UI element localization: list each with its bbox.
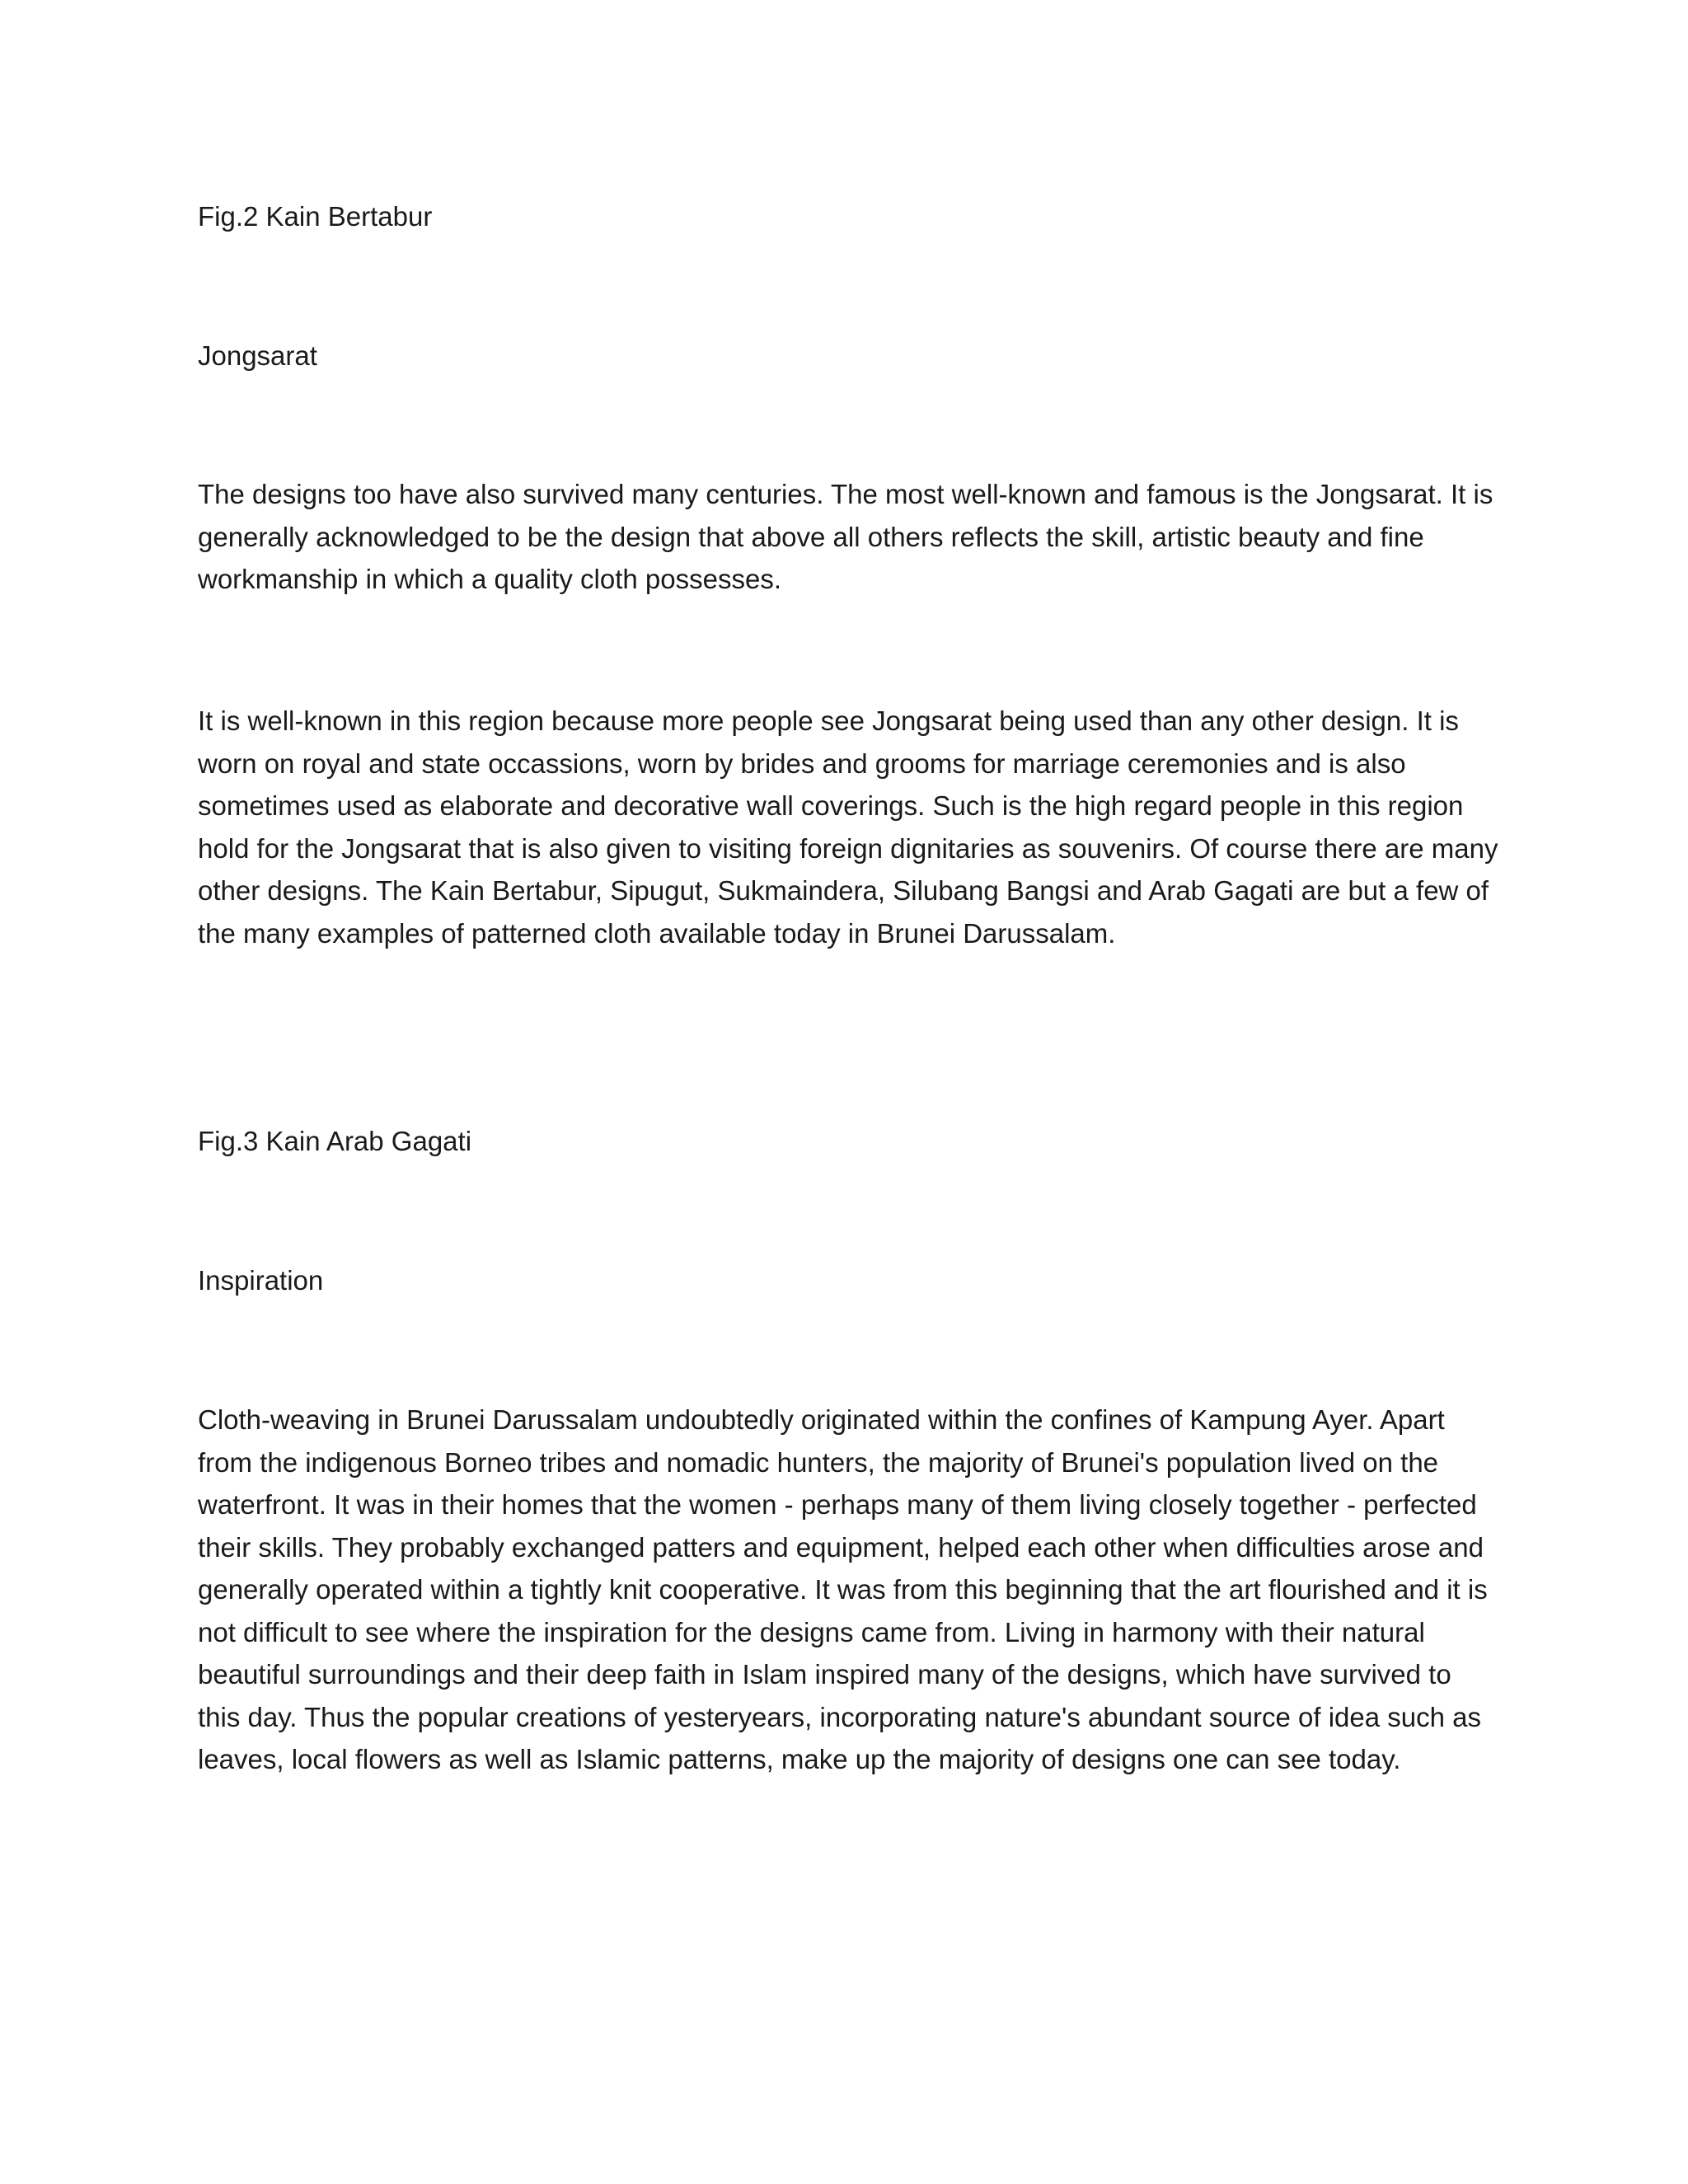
figure-caption: Fig.3 Kain Arab Gagati xyxy=(198,1126,472,1156)
section-heading: Inspiration xyxy=(198,1265,324,1296)
section-heading: Jongsarat xyxy=(198,340,317,371)
body-paragraph: Cloth-weaving in Brunei Darussalam undoubtedly originated within the confines of Kampung Ayer. Apart from the indigenous Borneo tribes and nomadic hunters, the majority of Brunei's population lived on the waterfront. It was in their homes that the women - perhaps many of them living closely together - perfected their skills. They probably exchanged patters and equipment, helped each other when difficulties arose and generally operated within a tightly knit cooperative. It was from this beginning that the art flourished and it is not difficult to see where the inspiration for the designs came from. Living in harmony with their natural beautiful surroundings and their deep faith in Islam inspired many of the designs, which have survived to this day. Thus the popular creations of yesteryears, incorporating nature's abundant source of idea such as leaves, local flowers as well as Islamic patterns, make up the majority of designs one can see today. xyxy=(198,1404,1488,1774)
body-paragraph: It is well-known in this region because more people see Jongsarat being used than any other design. It is worn on royal and state occassions, worn by brides and grooms for marriage ceremonies and is also sometimes used as elaborate and decorative wall coverings. Such is the high regard people in this region hold for the Jongsarat that is also given to visiting foreign dignitaries as souvenirs. Of course there are many other designs. The Kain Bertabur, Sipugut, Sukmaindera, Silubang Bangsi and Arab Gagati are but a few of the many examples of patterned cloth available today in Brunei Darussalam. xyxy=(198,705,1498,949)
body-paragraph: The designs too have also survived many centuries. The most well-known and famous is the Jongsarat. It is generally acknowledged to be the design that above all others reflects the skill, artistic beauty and fine workmanship in which a quality cloth possesses. xyxy=(198,479,1493,594)
figure-caption: Fig.2 Kain Bertabur xyxy=(198,201,433,232)
